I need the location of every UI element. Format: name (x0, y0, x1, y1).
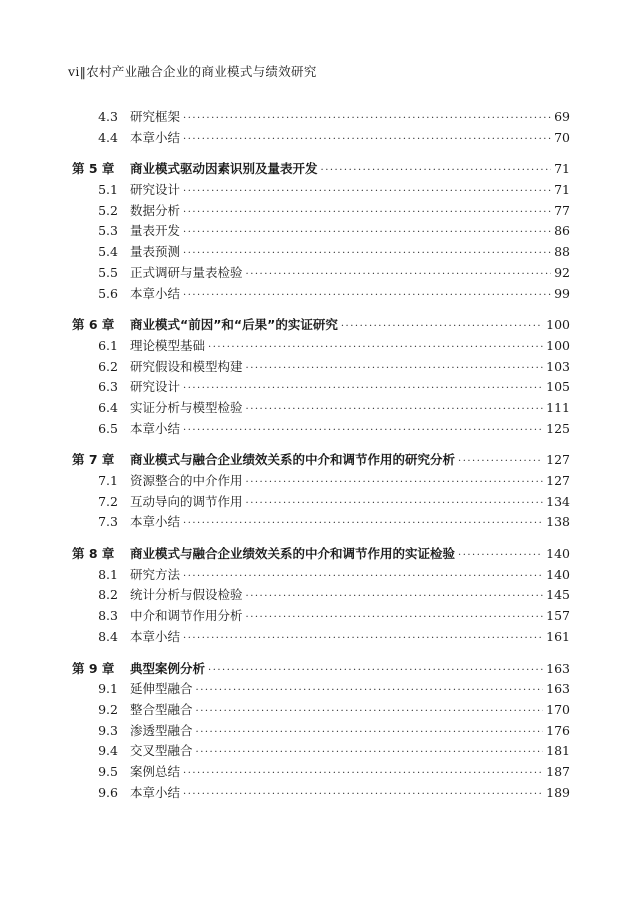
entry-number: 8.2 (98, 587, 118, 603)
dot-leader (183, 518, 543, 529)
entry-title: 量表预测 (130, 244, 181, 260)
entry-title: 互动导向的调节作用 (130, 493, 243, 509)
toc-section-entry[interactable] (72, 398, 570, 419)
toc-chapter-entry[interactable] (72, 450, 570, 471)
entry-page: 69 (554, 109, 570, 124)
toc-section-entry[interactable] (72, 565, 570, 586)
toc-section-entry[interactable] (72, 585, 570, 606)
dot-leader (196, 706, 544, 717)
entry-title: 商业模式驱动因素识别及量表开发 (130, 161, 318, 177)
dot-leader (183, 633, 543, 644)
entry-page: 103 (546, 358, 570, 374)
table-of-contents (72, 107, 570, 814)
header-page-label: vi (68, 64, 80, 79)
toc-group (72, 659, 570, 804)
dot-leader (208, 665, 543, 676)
dot-leader (246, 404, 544, 415)
entry-number: 8.4 (98, 628, 118, 644)
entry-title: 统计分析与假设检验 (130, 587, 243, 603)
entry-title: 渗透型融合 (130, 722, 193, 738)
dot-leader (321, 165, 551, 176)
entry-number: 第 8 章 (72, 546, 115, 562)
entry-number: 9.2 (98, 701, 118, 717)
entry-page: 71 (554, 161, 570, 177)
dot-leader (183, 134, 551, 145)
entry-title: 本章小结 (130, 420, 181, 436)
entry-number: 第 5 章 (72, 161, 115, 177)
dot-leader (246, 591, 544, 602)
dot-leader (183, 425, 543, 436)
dot-leader (246, 477, 544, 488)
entry-page: 99 (554, 285, 570, 301)
entry-number: 第 9 章 (72, 660, 115, 676)
entry-title: 量表开发 (130, 223, 181, 239)
entry-number: 7.2 (98, 493, 118, 509)
toc-section-entry[interactable] (72, 679, 570, 700)
toc-chapter-entry[interactable] (72, 659, 570, 680)
entry-number: 5.5 (98, 264, 118, 280)
toc-section-entry[interactable] (72, 700, 570, 721)
dot-leader (341, 321, 543, 332)
toc-section-entry[interactable] (72, 419, 570, 440)
entry-number: 6.3 (98, 379, 118, 395)
entry-page: 163 (546, 660, 570, 676)
dot-leader (183, 571, 543, 582)
entry-title: 交叉型融合 (130, 743, 193, 759)
toc-section-entry[interactable] (72, 741, 570, 762)
entry-title: 研究假设和模型构建 (130, 358, 243, 374)
entry-page: 86 (554, 223, 570, 239)
header-separator: ‖ (79, 64, 87, 79)
entry-page: 105 (546, 379, 570, 395)
toc-section-entry[interactable] (72, 336, 570, 357)
entry-title: 资源整合的中介作用 (130, 473, 243, 488)
toc-group (72, 450, 570, 533)
toc-section-entry[interactable] (72, 627, 570, 648)
entry-number: 4.3 (98, 109, 118, 124)
entry-page: 100 (546, 337, 570, 353)
entry-page: 92 (554, 264, 570, 280)
toc-group (72, 159, 570, 304)
dot-leader (183, 186, 551, 197)
entry-number: 6.1 (98, 337, 118, 353)
entry-title: 中介和调节作用分析 (130, 608, 243, 624)
header-book-title: 农村产业融合企业的商业模式与绩效研究 (86, 64, 317, 79)
entry-number: 7.3 (98, 514, 118, 530)
entry-page: 127 (546, 452, 570, 468)
entry-number: 第 7 章 (72, 452, 115, 468)
entry-number: 9.5 (98, 763, 118, 779)
dot-leader (458, 550, 543, 561)
entry-number: 8.1 (98, 566, 118, 582)
dot-leader (183, 290, 551, 301)
entry-page: 71 (554, 182, 570, 198)
dot-leader (183, 789, 543, 800)
entry-page: 77 (554, 202, 570, 218)
entry-number: 9.3 (98, 722, 118, 738)
toc-section-entry[interactable] (72, 263, 570, 284)
entry-page: 170 (546, 701, 570, 717)
toc-section-entry[interactable] (72, 512, 570, 533)
entry-title: 商业模式与融合企业绩效关系的中介和调节作用的实证检验 (130, 546, 456, 562)
entry-page: 134 (546, 493, 570, 509)
toc-section-entry[interactable] (72, 762, 570, 783)
entry-number: 5.4 (98, 244, 118, 260)
entry-title: 商业模式与融合企业绩效关系的中介和调节作用的研究分析 (130, 452, 456, 468)
entry-number: 6.5 (98, 420, 118, 436)
dot-leader (246, 363, 544, 374)
dot-leader (183, 768, 543, 779)
entry-number: 7.1 (98, 473, 118, 488)
entry-title: 数据分析 (130, 202, 181, 218)
entry-number: 5.6 (98, 285, 118, 301)
entry-title: 延伸型融合 (130, 681, 193, 697)
entry-number: 9.6 (98, 784, 118, 800)
entry-number: 5.1 (98, 182, 118, 198)
dot-leader (196, 727, 544, 738)
entry-title: 本章小结 (130, 628, 181, 644)
entry-title: 商业模式“前因”和“后果”的实证研究 (130, 317, 338, 333)
entry-page: 176 (546, 722, 570, 738)
entry-page: 157 (546, 608, 570, 624)
toc-section-entry[interactable] (72, 107, 570, 128)
entry-page: 88 (554, 244, 570, 260)
entry-title: 正式调研与量表检验 (130, 264, 243, 280)
toc-section-entry[interactable] (72, 606, 570, 627)
dot-leader (183, 383, 543, 394)
entry-page: 189 (546, 784, 570, 800)
entry-page: 127 (546, 473, 570, 488)
entry-page: 163 (546, 681, 570, 697)
entry-number: 4.4 (98, 129, 118, 145)
dot-leader (246, 612, 544, 623)
entry-title: 理论模型基础 (130, 337, 206, 353)
toc-section-entry[interactable] (72, 128, 570, 149)
entry-title: 案例总结 (130, 763, 181, 779)
entry-title: 本章小结 (130, 285, 181, 301)
dot-leader (246, 498, 544, 509)
entry-number: 6.4 (98, 399, 118, 415)
toc-group (72, 544, 570, 647)
dot-leader (196, 747, 544, 758)
toc-section-entry[interactable] (72, 201, 570, 222)
dot-leader (246, 269, 551, 280)
toc-section-entry[interactable] (72, 377, 570, 398)
dot-leader (183, 227, 551, 238)
entry-title: 典型案例分析 (130, 660, 206, 676)
entry-title: 整合型融合 (130, 701, 193, 717)
entry-number: 9.1 (98, 681, 118, 697)
entry-page: 70 (554, 129, 570, 145)
toc-section-entry[interactable] (72, 221, 570, 242)
entry-title: 本章小结 (130, 784, 181, 800)
toc-group (72, 107, 570, 148)
entry-page: 140 (546, 566, 570, 582)
entry-page: 161 (546, 628, 570, 644)
entry-page: 111 (546, 399, 570, 415)
entry-title: 本章小结 (130, 129, 181, 145)
entry-title: 研究方法 (130, 566, 181, 582)
toc-section-entry[interactable] (72, 242, 570, 263)
running-header (68, 62, 317, 80)
entry-number: 5.3 (98, 223, 118, 239)
dot-leader (183, 207, 551, 218)
entry-page: 125 (546, 420, 570, 436)
toc-chapter-entry[interactable] (72, 315, 570, 336)
toc-section-entry[interactable] (72, 471, 570, 492)
entry-number: 8.3 (98, 608, 118, 624)
dot-leader (208, 342, 543, 353)
entry-page: 181 (546, 743, 570, 759)
dot-leader (183, 113, 551, 124)
entry-page: 145 (546, 587, 570, 603)
dot-leader (458, 456, 543, 467)
entry-title: 研究框架 (130, 109, 181, 124)
toc-section-entry[interactable] (72, 783, 570, 804)
entry-number: 9.4 (98, 743, 118, 759)
entry-title: 研究设计 (130, 379, 181, 395)
entry-number: 6.2 (98, 358, 118, 374)
toc-section-entry[interactable] (72, 284, 570, 305)
entry-title: 研究设计 (130, 182, 181, 198)
entry-page: 140 (546, 546, 570, 562)
toc-section-entry[interactable] (72, 180, 570, 201)
entry-page: 138 (546, 514, 570, 530)
entry-page: 187 (546, 763, 570, 779)
toc-chapter-entry[interactable] (72, 159, 570, 180)
entry-number: 5.2 (98, 202, 118, 218)
entry-title: 实证分析与模型检验 (130, 399, 243, 415)
entry-title: 本章小结 (130, 514, 181, 530)
toc-section-entry[interactable] (72, 721, 570, 742)
entry-page: 100 (546, 317, 570, 333)
dot-leader (196, 685, 544, 696)
entry-number: 第 6 章 (72, 317, 115, 333)
dot-leader (183, 248, 551, 259)
toc-group (72, 315, 570, 439)
toc-section-entry[interactable] (72, 492, 570, 513)
toc-section-entry[interactable] (72, 357, 570, 378)
toc-chapter-entry[interactable] (72, 544, 570, 565)
